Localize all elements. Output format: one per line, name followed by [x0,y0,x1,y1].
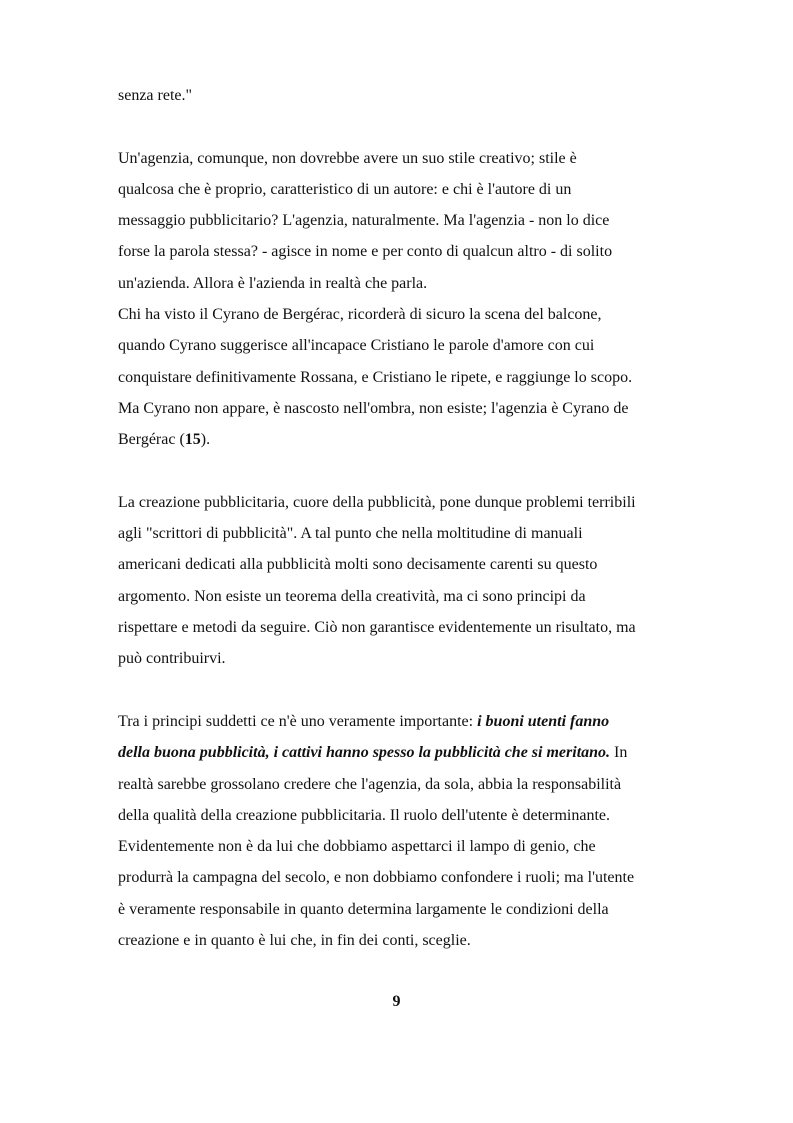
body-text [118,80,712,956]
text-line: agli "scrittori di pubblicità". A tal punto che nella moltitudine di manuali [118,525,583,543]
text-line: Evidentemente non è da lui che dobbiamo aspettarci il lampo di genio, che [118,838,596,856]
text-line: argomento. Non esiste un teorema della creatività, ma ci sono principi da [118,587,586,605]
text-fragment: ). [200,431,211,449]
footnote-reference: 15 [184,431,201,449]
text-line: può contribuirvi. [118,650,226,668]
text-line: qualcosa che è proprio, caratteristico di un autore: e chi è l'autore di un [118,180,572,198]
text-line: produrrà la campagna del secolo, e non dobbiamo confondere i ruoli; ma l'utente [118,869,635,887]
text-line: realtà sarebbe grossolano credere che l'agenzia, da sola, abbia la responsabilità [118,775,622,793]
text-line: rispettare e metodi da seguire. Ciò non garantisce evidentemente un risultato, ma [118,619,636,637]
text-line [118,737,712,768]
text-line: Ma Cyrano non appare, è nascosto nell'ombra, non esiste; l'agenzia è Cyrano de [118,399,629,417]
text-line: è veramente responsabile in quanto determina largamente le condizioni della [118,900,609,918]
text-line: Un'agenzia, comunque, non dovrebbe avere un suo stile creativo; stile è [118,149,577,167]
text-line: forse la parola stessa? - agisce in nome e per conto di qualcun altro - di solito [118,243,613,261]
paragraph-gap [118,675,712,706]
text-line: un'azienda. Allora è l'azienda in realtà che parla. [118,274,428,292]
text-line: conquistare definitivamente Rossana, e Cristiano le ripete, e raggiunge lo scopo. [118,368,633,386]
text-line: quando Cyrano suggerisce all'incapace Cristiano le parole d'amore con cui [118,337,595,355]
emphasis-text: della buona pubblicità, i cattivi hanno spesso la pubblicità che si meritano. [118,744,611,762]
text-line [118,706,712,737]
text-fragment: In [610,744,628,762]
page-number: 9 [392,993,401,1010]
paragraph-gap [118,111,712,142]
text-line: Chi ha visto il Cyrano de Bergérac, ricorderà di sicuro la scena del balcone, [118,306,602,324]
text-line: della qualità della creazione pubblicitaria. Il ruolo dell'utente è determinante. [118,806,610,824]
emphasis-text: i buoni utenti fanno [477,712,610,730]
text-line: americani dedicati alla pubblicità molti sono decisamente carenti su questo [118,556,598,574]
text-line: senza rete." [118,87,193,104]
text-line: creazione e in quanto è lui che, in fin dei conti, sceglie. [118,932,471,950]
text-line [118,424,712,455]
paragraph-gap [118,456,712,487]
text-line: messaggio pubblicitario? L'agenzia, naturalmente. Ma l'agenzia - non lo dice [118,212,610,230]
text-fragment: Tra i principi suddetti ce n'è uno veramente importante: [118,712,478,730]
text-line: La creazione pubblicitaria, cuore della pubblicità, pone dunque problemi terribili [118,493,636,511]
text-fragment: Bergérac ( [118,431,185,449]
